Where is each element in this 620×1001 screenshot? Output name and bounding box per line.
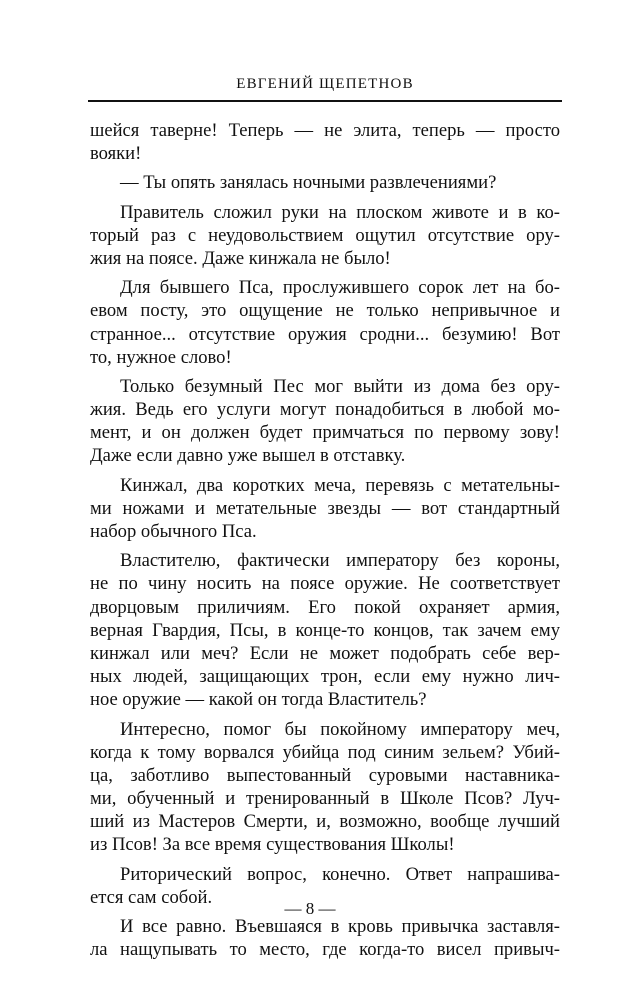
paragraph [90,201,560,271]
running-head-author: ЕВГЕНИЙ ЩЕПЕТНОВ [236,76,414,92]
text-line: Риторический вопрос, конечно. Ответ напрашива- [120,863,560,885]
text-line: ется сам собой. [90,886,213,908]
paragraph [90,718,560,857]
text-line: ший из Мастеров Смерти, и, возможно, вообще лучший [90,811,560,833]
text-line: мент, и он должен будет примчаться по первому зову! [90,422,560,444]
text-line: странное... отсутствие оружия сродни... безумию! Вот [90,323,560,345]
paragraph [90,549,560,711]
text-line: Только безумный Пес мог выйти из дома без ору- [120,375,560,397]
text-line: когда к тому ворвался убийца под синим зельем? Убий- [90,741,560,763]
text-line: Кинжал, два коротких меча, перевязь с метательны- [120,474,560,496]
text-line: вояки! [90,143,142,165]
text-line: ное оружие — какой он тогда Властитель? [90,689,427,711]
text-line: ми ножами и метательные звезды — вот стандартный [90,497,560,519]
text-line: Властителю, фактически императору без короны, [120,550,560,572]
text-line: из Псов! За все время существования Школы! [90,834,455,856]
paragraph [90,375,560,468]
text-line: ных людей, защищающих трон, если ему нужно лич- [90,666,560,688]
paragraph [90,276,560,369]
text-line: И все равно. Въевшаяся в кровь привычка заставля- [120,916,560,937]
text-line: торый раз с неудовольствием ощутил отсутствие ору- [90,224,560,246]
text-line: евом посту, это ощущение не только непривычное и [90,300,560,322]
text-line: дворцовым приличиям. Его покой охраняет армия, [90,596,560,618]
text-line: то, нужное слово! [90,346,232,368]
text-line: Правитель сложил руки на плоском животе и в ко- [120,201,560,223]
page-number: — 8 — [284,899,336,918]
text-line: не по чину носить на поясе оружие. Не соответствует [90,573,560,595]
text-line: ла нащупывать то место, где когда-то висел привыч- [90,939,560,961]
text-line: ца, заботливо выпестованный суровыми наставника- [90,764,560,786]
text-line: жия на поясе. Даже кинжала не было! [90,247,391,269]
text-line: жия. Ведь его услуги могут понадобиться в любой мо- [90,399,560,421]
text-line: шейся таверне! Теперь — не элита, теперь — просто [90,120,560,141]
text-line: кинжал или меч? Если не может подобрать себе вер- [90,642,560,664]
text-line: Интересно, помог бы покойному императору меч, [120,718,560,740]
header-rule [88,100,562,102]
body-text [90,119,560,961]
text-line: Даже если давно уже вышел в отставку. [90,445,406,467]
text-line: — Ты опять занялась ночными развлечениями? [120,172,497,194]
paragraph [90,171,560,194]
text-line: Для бывшего Пса, прослужившего сорок лет на бо- [120,277,560,299]
paragraph [90,915,560,961]
paragraph [90,474,560,544]
text-line: верная Гвардия, Псы, в конце-то концов, так зачем ему [90,619,560,641]
text-line: ми, обученный и тренированный в Школе Псов? Луч- [90,788,560,810]
paragraph [90,119,560,165]
text-line: набор обычного Пса. [90,521,257,542]
